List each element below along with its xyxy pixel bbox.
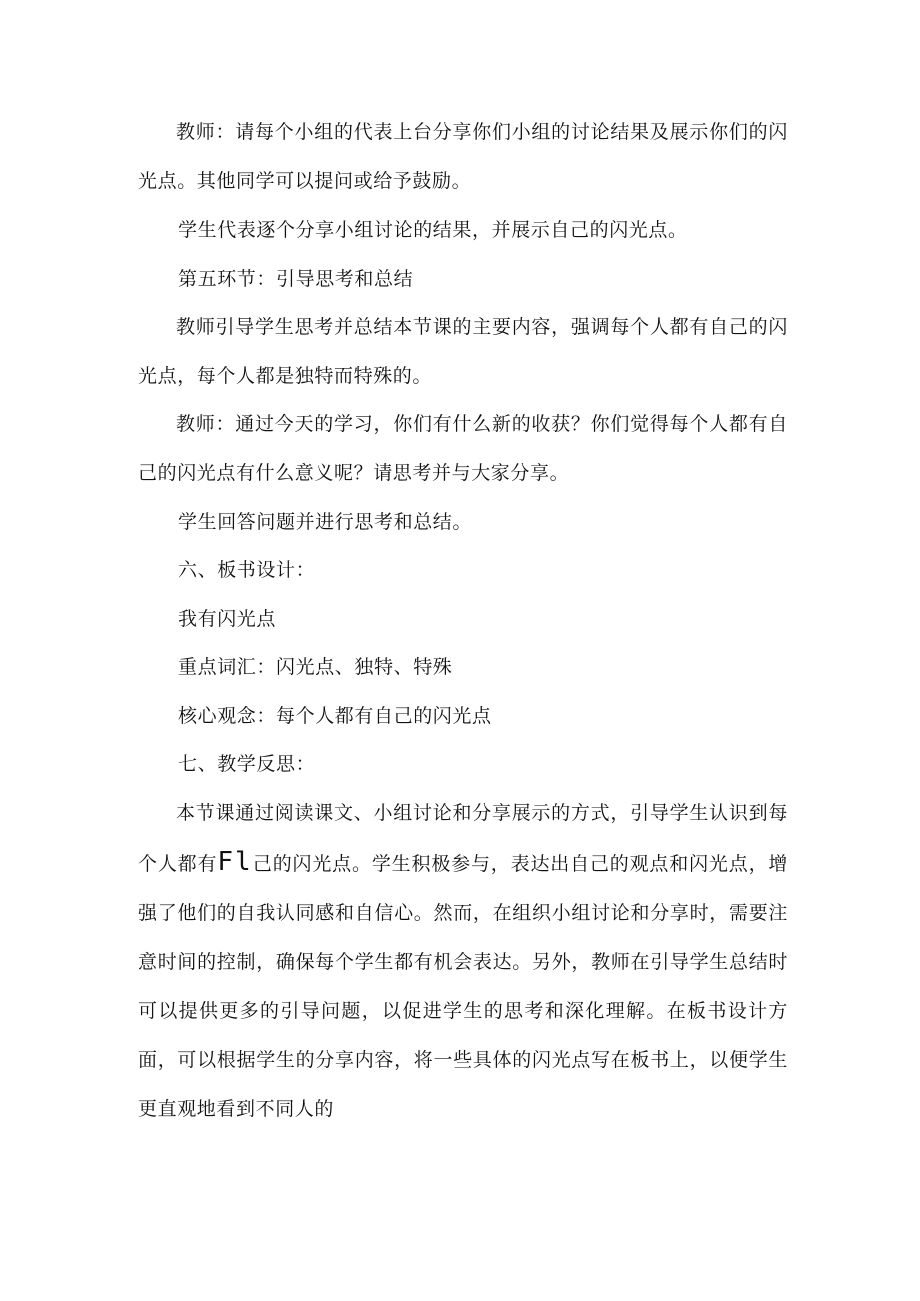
reflection-text-part-2: 己的闪光点。学生积极参与，表达出自己的观点和闪光点，增强了他们的自我认同感和自信心。然而，在组织小组讨论和分享时，需要注意时间的控制，确保每个学生都有机会表达。另外，教师在引导学生总结时可以提供更多的引导问题，以促进学生的思考和深化理解。在板书设计方面，可以根据学生的分享内容，将一些具体的闪光点写在板书上，以便学生更直观地看到不同人的 (138, 853, 789, 1120)
reflection-text-part-1: 本节课通过阅读课文、小组讨论和分享展示的方式，引导学生认识到每个人都有 (138, 802, 788, 875)
reflection-ocr-glitch: Fl (217, 847, 253, 877)
paragraph-student-answer: 学生回答问题并进行思考和总结。 (178, 511, 473, 533)
board-title: 我有闪光点 (178, 608, 277, 630)
paragraph-teacher-share-instruction: 教师：请每个小组的代表上台分享你们小组的讨论结果及展示你们的闪光点。其他同学可以提问或给予鼓励。 (138, 121, 788, 192)
paragraph-teaching-reflection (138, 789, 788, 1134)
paragraph-student-share: 学生代表逐个分享小组讨论的结果，并展示自己的闪光点。 (178, 219, 688, 241)
section-heading-reflection: 七、教学反思： (178, 753, 316, 775)
section-heading-step-five: 第五环节：引导思考和总结 (178, 268, 414, 290)
board-key-vocabulary: 重点词汇：闪光点、独特、特殊 (178, 656, 453, 678)
section-heading-board-design: 六、板书设计： (178, 559, 316, 581)
paragraph-teacher-question: 教师：通过今天的学习，你们有什么新的收获？你们觉得每个人都有自己的闪光点有什么意义呢？请思考并与大家分享。 (138, 413, 788, 484)
board-core-concept: 核心观念：每个人都有自己的闪光点 (178, 705, 492, 727)
paragraph-teacher-guide-summary: 教师引导学生思考并总结本节课的主要内容，强调每个人都有自己的闪光点，每个人都是独特而特殊的。 (138, 316, 788, 387)
